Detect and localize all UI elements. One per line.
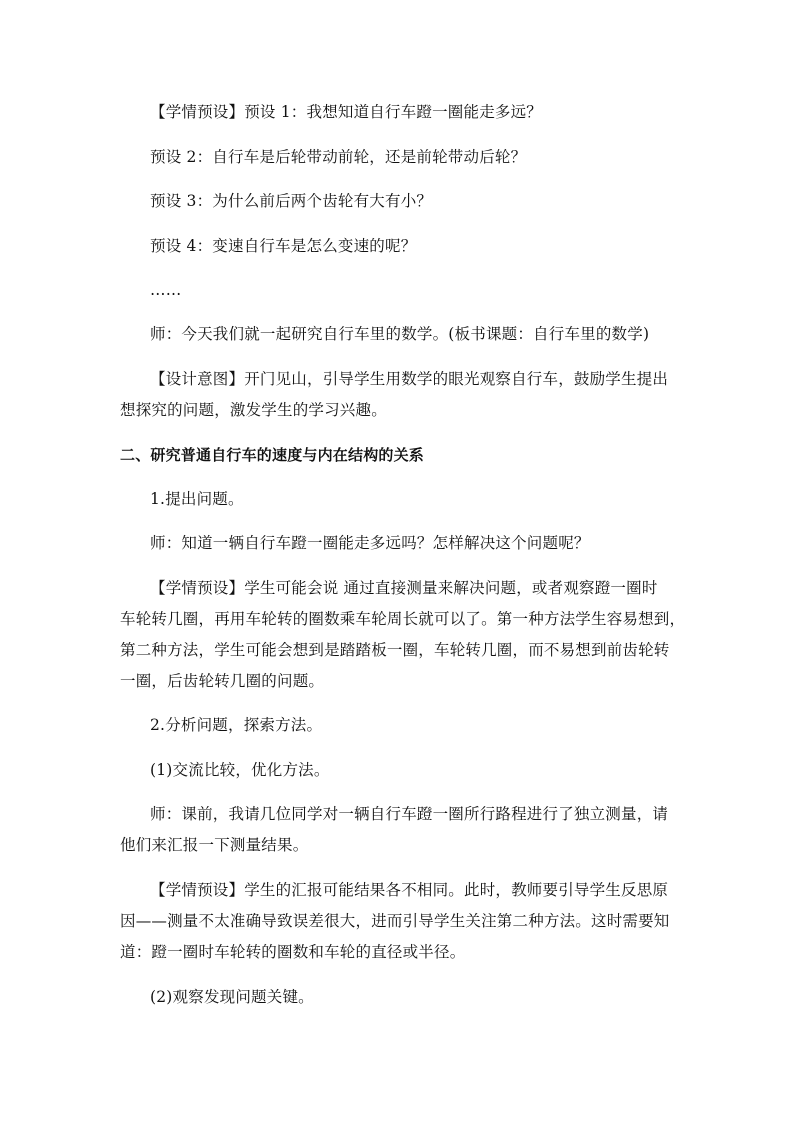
ellipsis-paragraph: ……: [150, 281, 182, 299]
preset-methods-line-1: 【学情预设】学生可能会说 通过直接测量来解决问题，或者观察蹬一圈时: [150, 579, 658, 597]
preset-methods-line-2: 车轮转几圈，再用车轮转的圈数乘车轮周长就可以了。第一种方法学生容易想到，: [120, 610, 686, 628]
preset-3-paragraph: 预设 3：为什么前后两个齿轮有大有小？: [150, 192, 433, 210]
step-1-heading: 1.提出问题。: [150, 490, 244, 508]
teacher-report-line-1: 师：课前，我请几位同学对一辆自行车蹬一圈所行路程进行了独立测量，请: [150, 805, 669, 823]
preset-methods-line-3: 第二种方法，学生可能会想到是踏踏板一圈，车轮转几圈，而不易想到前齿轮转: [120, 641, 670, 659]
preset-4-paragraph: 预设 4：变速自行车是怎么变速的呢？: [150, 237, 417, 255]
preset-2-paragraph: 预设 2：自行车是后轮带动前轮，还是前轮带动后轮？: [150, 148, 527, 166]
sub-step-2-heading: (2)观察发现问题关键。: [150, 988, 314, 1006]
design-intent-line-2: 想探究的问题，激发学生的学习兴趣。: [120, 401, 387, 419]
step-2-heading: 2.分析问题，探索方法。: [150, 716, 323, 734]
preset-report-line-1: 【学情预设】学生的汇报可能结果各不相同。此时，教师要引导学生反思原: [150, 881, 669, 899]
preset-report-line-2: 因——测量不太准确导致误差很大，进而引导学生关注第二种方法。这时需要知: [120, 912, 670, 930]
teacher-intro-paragraph: 师：今天我们就一起研究自行车里的数学。(板书课题：自行车里的数学): [150, 325, 650, 343]
teacher-question-paragraph: 师：知道一辆自行车蹬一圈能走多远吗？怎样解决这个问题呢？: [150, 534, 590, 552]
section-heading: 二、研究普通自行车的速度与内在结构的关系: [120, 446, 425, 464]
teacher-report-line-2: 他们来汇报一下测量结果。: [120, 836, 309, 854]
preset-1-paragraph: 【学情预设】预设 1：我想知道自行车蹬一圈能走多远？: [150, 103, 542, 121]
preset-report-line-3: 道：蹬一圈时车轮转的圈数和车轮的直径或半径。: [120, 943, 466, 961]
preset-methods-line-4: 一圈，后齿轮转几圈的问题。: [120, 672, 325, 690]
design-intent-line-1: 【设计意图】开门见山，引导学生用数学的眼光观察自行车，鼓励学生提出: [150, 370, 669, 388]
sub-step-1-heading: (1)交流比较，优化方法。: [150, 761, 330, 779]
